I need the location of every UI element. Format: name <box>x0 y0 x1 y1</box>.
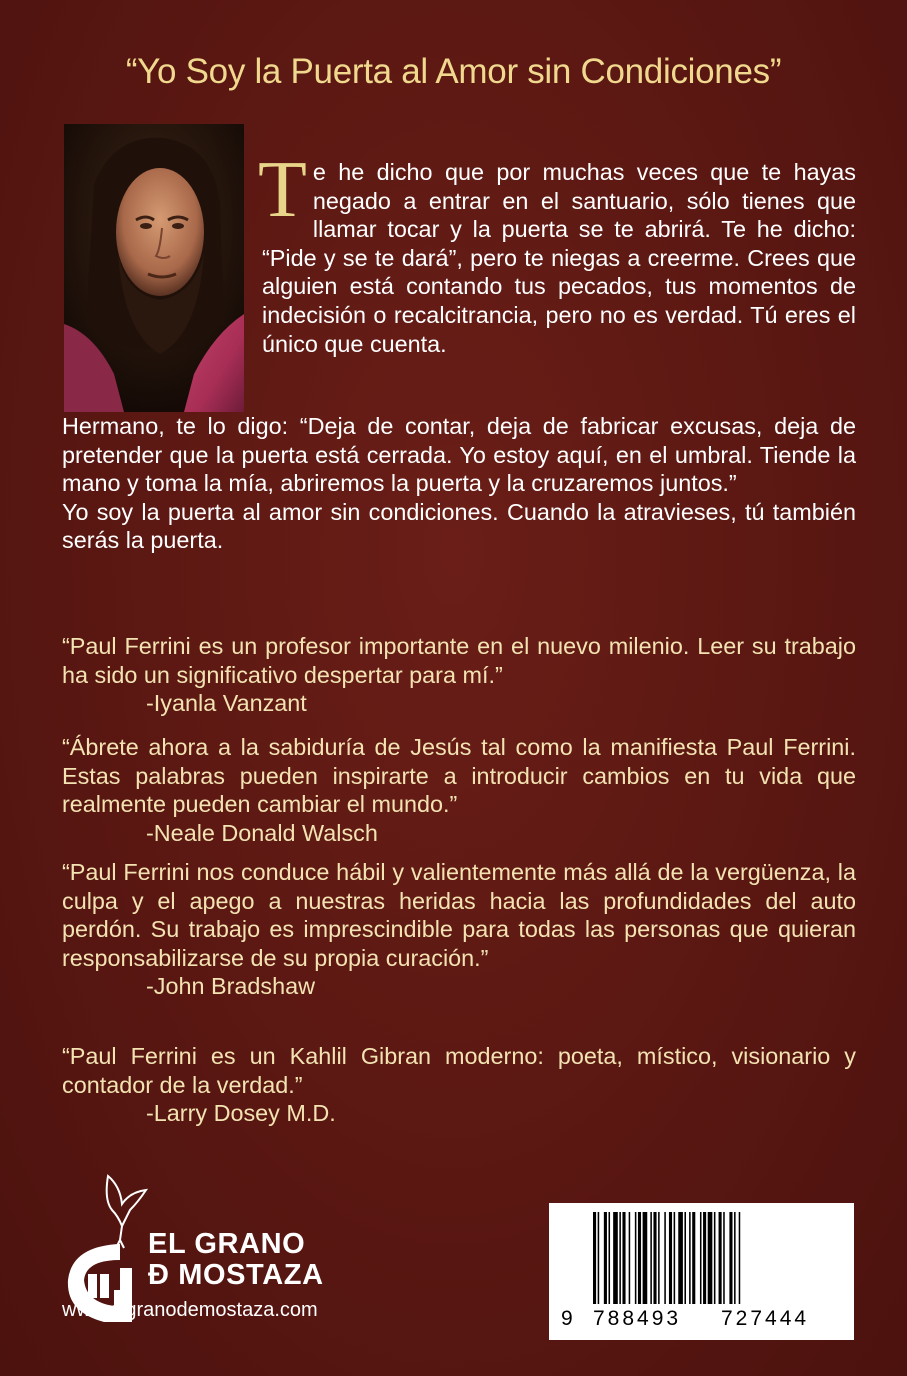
barcode-bar <box>650 1212 652 1304</box>
testimonial <box>62 858 856 1001</box>
barcode-bar <box>689 1212 691 1304</box>
barcode-bar <box>678 1212 683 1304</box>
drop-cap: T <box>258 146 307 234</box>
barcode-bar <box>739 1212 741 1304</box>
barcode-bar <box>708 1212 713 1304</box>
main-text <box>62 412 856 555</box>
barcode-bar <box>669 1212 672 1304</box>
barcode <box>549 1203 854 1340</box>
paragraph-1: e he dicho que por muchas veces que te hayas negado a entrar en el santuario, sólo tienes que llamar tocar y la puerta se te abrirá. Te he dicho: “Pide y se te dará”, pero te niegas a creerme. Crees que alguien está contando tus pecados, tus momentos de indecisión o recalcitrancia, pero no es verdad. Tú eres el único que cuenta. <box>262 159 856 357</box>
paragraph-2: Hermano, te lo digo: “Deja de contar, deja de fabricar excusas, deja de pretender que la puerta está cerrada. Yo estoy aquí, en el umbral. Tiende la mano y toma la mía, abriremos la puerta y la cruzaremos juntos.” <box>62 413 856 497</box>
testimonial <box>62 733 856 847</box>
barcode-bar <box>613 1212 618 1304</box>
barcode-bar <box>604 1212 607 1304</box>
testimonial <box>62 632 856 718</box>
barcode-bar <box>734 1212 736 1304</box>
publisher-name <box>148 1229 324 1291</box>
jesus-portrait <box>64 124 244 412</box>
barcode-bar <box>638 1212 641 1304</box>
barcode-bar <box>664 1212 666 1304</box>
book-title: “Yo Soy la Puerta al Amor sin Condiciones” <box>125 52 782 91</box>
isbn-prefix: 9 <box>561 1307 576 1330</box>
barcode-bar <box>622 1212 625 1304</box>
barcode-bar <box>598 1212 600 1304</box>
barcode-bar <box>593 1212 596 1304</box>
intro-paragraph <box>258 146 856 358</box>
testimonial <box>62 1042 856 1128</box>
isbn-group-2: 727444 <box>721 1307 810 1330</box>
barcode-bar <box>700 1212 702 1304</box>
barcode-bar <box>723 1212 725 1304</box>
barcode-bar <box>729 1212 732 1304</box>
isbn-number <box>561 1307 846 1331</box>
barcode-bar <box>609 1212 611 1304</box>
barcode-bar <box>692 1212 695 1304</box>
testimonial-author: -Iyanla Vanzant <box>146 690 307 717</box>
barcode-bar <box>653 1212 656 1304</box>
barcode-bar <box>658 1212 660 1304</box>
publisher-line-2: Ð MOSTAZA <box>148 1259 324 1291</box>
isbn-group-1: 788493 <box>593 1307 682 1330</box>
barcode-bar <box>714 1212 716 1304</box>
testimonial-author: -Neale Donald Walsch <box>146 819 378 846</box>
barcode-bar <box>719 1212 722 1304</box>
barcode-bars-icon <box>593 1212 813 1304</box>
publisher-website: www.elgranodemostaza.com <box>62 1299 318 1321</box>
testimonial-text: “Paul Ferrini es un Kahlil Gibran moderno: poeta, místico, visionario y contador de la verdad.” <box>62 1043 856 1098</box>
barcode-bar <box>635 1212 637 1304</box>
barcode-bar <box>619 1212 621 1304</box>
barcode-bar <box>643 1212 648 1304</box>
testimonial-text: “Paul Ferrini es un profesor importante en el nuevo milenio. Leer su trabajo ha sido un significativo despertar para mí.” <box>62 633 856 688</box>
paragraph-3: Yo soy la puerta al amor sin condiciones. Cuando la atravieses, tú también serás la puerta. <box>62 498 856 554</box>
barcode-bar <box>684 1212 686 1304</box>
barcode-bar <box>674 1212 676 1304</box>
testimonial-text: “Paul Ferrini nos conduce hábil y valientemente más allá de la vergüenza, la culpa y el apego a nuestras heridas hacia las profundidades del auto perdón. Su trabajo es imprescindible para todas las personas que quieran responsabilizarse de su propia curación.” <box>62 859 856 971</box>
barcode-bar <box>629 1212 631 1304</box>
barcode-bar <box>703 1212 706 1304</box>
testimonial-author: -John Bradshaw <box>146 973 316 1000</box>
testimonial-author: -Larry Dosey M.D. <box>146 1100 336 1127</box>
publisher-line-1: EL GRANO <box>148 1228 306 1260</box>
testimonial-text: “Ábrete ahora a la sabiduría de Jesús tal como la manifiesta Paul Ferrini. Estas palabras pueden inspirarte a introducir cambios en tu vida que realmente pueden cambiar el mundo.” <box>62 734 856 818</box>
